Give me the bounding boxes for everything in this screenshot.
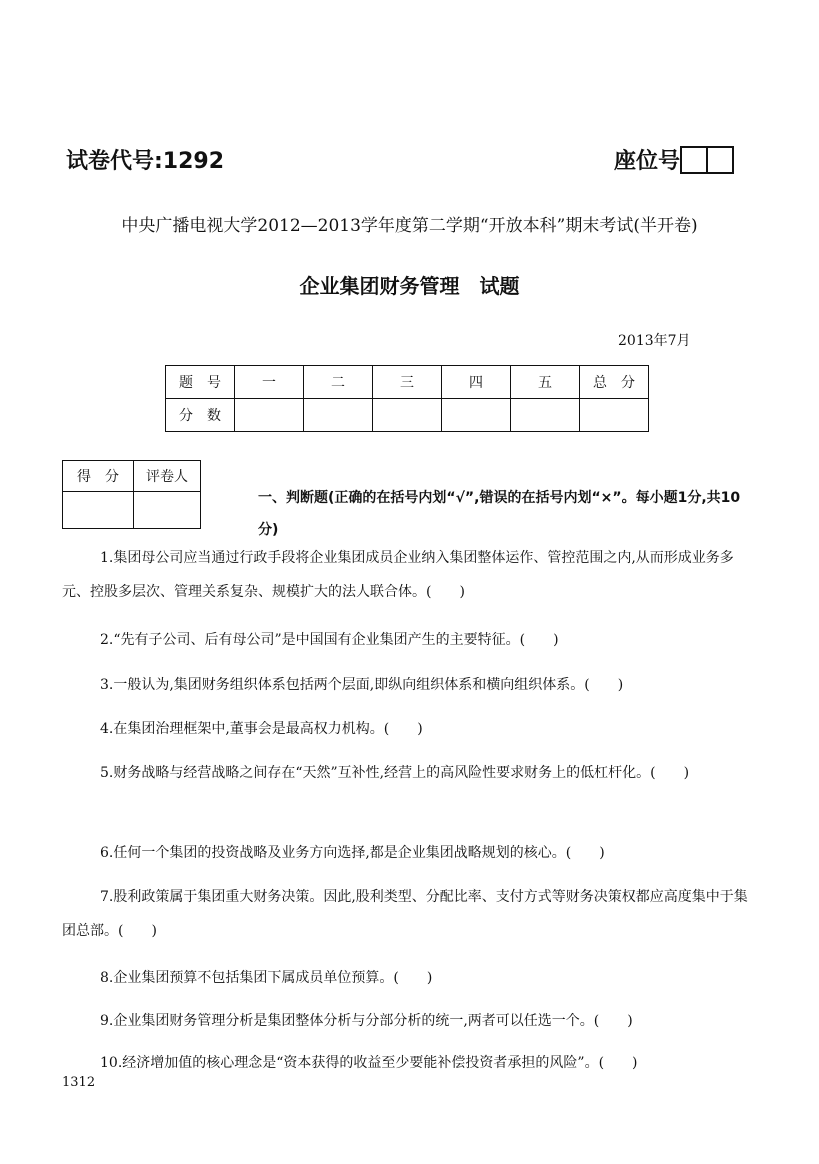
subject-title: 企业集团财务管理 试题 [299,274,520,298]
score-table-value-row [166,399,649,432]
score-cell: 总 分 [580,366,649,399]
score-cell-empty [511,399,580,432]
score-cell-empty [442,399,511,432]
score-cell: 二 [304,366,373,399]
question: 6.任何一个集团的投资战略及业务方向选择,都是企业集团战略规划的核心。( ) [100,845,605,861]
grader-score-label: 得 分 [63,461,134,492]
seat-box [680,146,708,174]
score-cell-empty [304,399,373,432]
question: 8.企业集团预算不包括集团下属成员单位预算。( ) [100,970,433,986]
question: 7.股利政策属于集团重大财务决策。因此,股利类型、分配比率、支付方式等财务决策权都应高度集中于集团总部。( ) [62,889,748,939]
score-cell: 一 [235,366,304,399]
question: 3.一般认为,集团财务组织体系包括两个层面,即纵向组织体系和横向组织体系。( ) [100,677,624,693]
exam-date: 2013年7月 [618,333,691,349]
seat-box [706,146,734,174]
score-table-header-row [166,366,649,399]
exam-title: 中央广播电视大学2012—2013学年度第二学期“开放本科”期末考试(半开卷) [121,216,698,236]
score-cell: 五 [511,366,580,399]
score-cell: 题 号 [166,366,235,399]
score-cell: 三 [373,366,442,399]
section-title: 一、判断题(正确的在括号内划“√”,错误的在括号内划“×”。每小题1分,共10分) [258,490,741,538]
question: 4.在集团治理框架中,董事会是最高权力机构。( ) [100,721,423,737]
score-table [165,365,649,432]
grader-cell-empty [134,492,201,529]
score-cell: 分 数 [166,399,235,432]
seat-number [614,144,734,175]
score-cell: 四 [442,366,511,399]
paper-code: 试卷代号:1292 [66,149,225,174]
score-cell-empty [580,399,649,432]
question: 2.“先有子公司、后有母公司”是中国国有企业集团产生的主要特征。( ) [100,632,559,648]
score-cell-empty [373,399,442,432]
grader-table [62,460,201,529]
seat-boxes [682,146,734,174]
page-number: 1312 [62,1075,96,1090]
question: 9.企业集团财务管理分析是集团整体分析与分部分析的统一,两者可以任选一个。( ) [100,1013,633,1029]
question: 5.财务战略与经营战略之间存在“天然”互补性,经营上的高风险性要求财务上的低杠杆化。( ) [100,765,690,781]
score-cell-empty [235,399,304,432]
seat-label: 座位号 [614,149,681,174]
question: 10.经济增加值的核心理念是“资本获得的收益至少要能补偿投资者承担的风险”。( ) [100,1055,638,1071]
question: 1.集团母公司应当通过行政手段将企业集团成员企业纳入集团整体运作、管控范围之内,从而形成业务多元、控股多层次、管理关系复杂、规模扩大的法人联合体。( ) [62,550,734,600]
grader-cell-empty [63,492,134,529]
grader-label: 评卷人 [134,461,201,492]
